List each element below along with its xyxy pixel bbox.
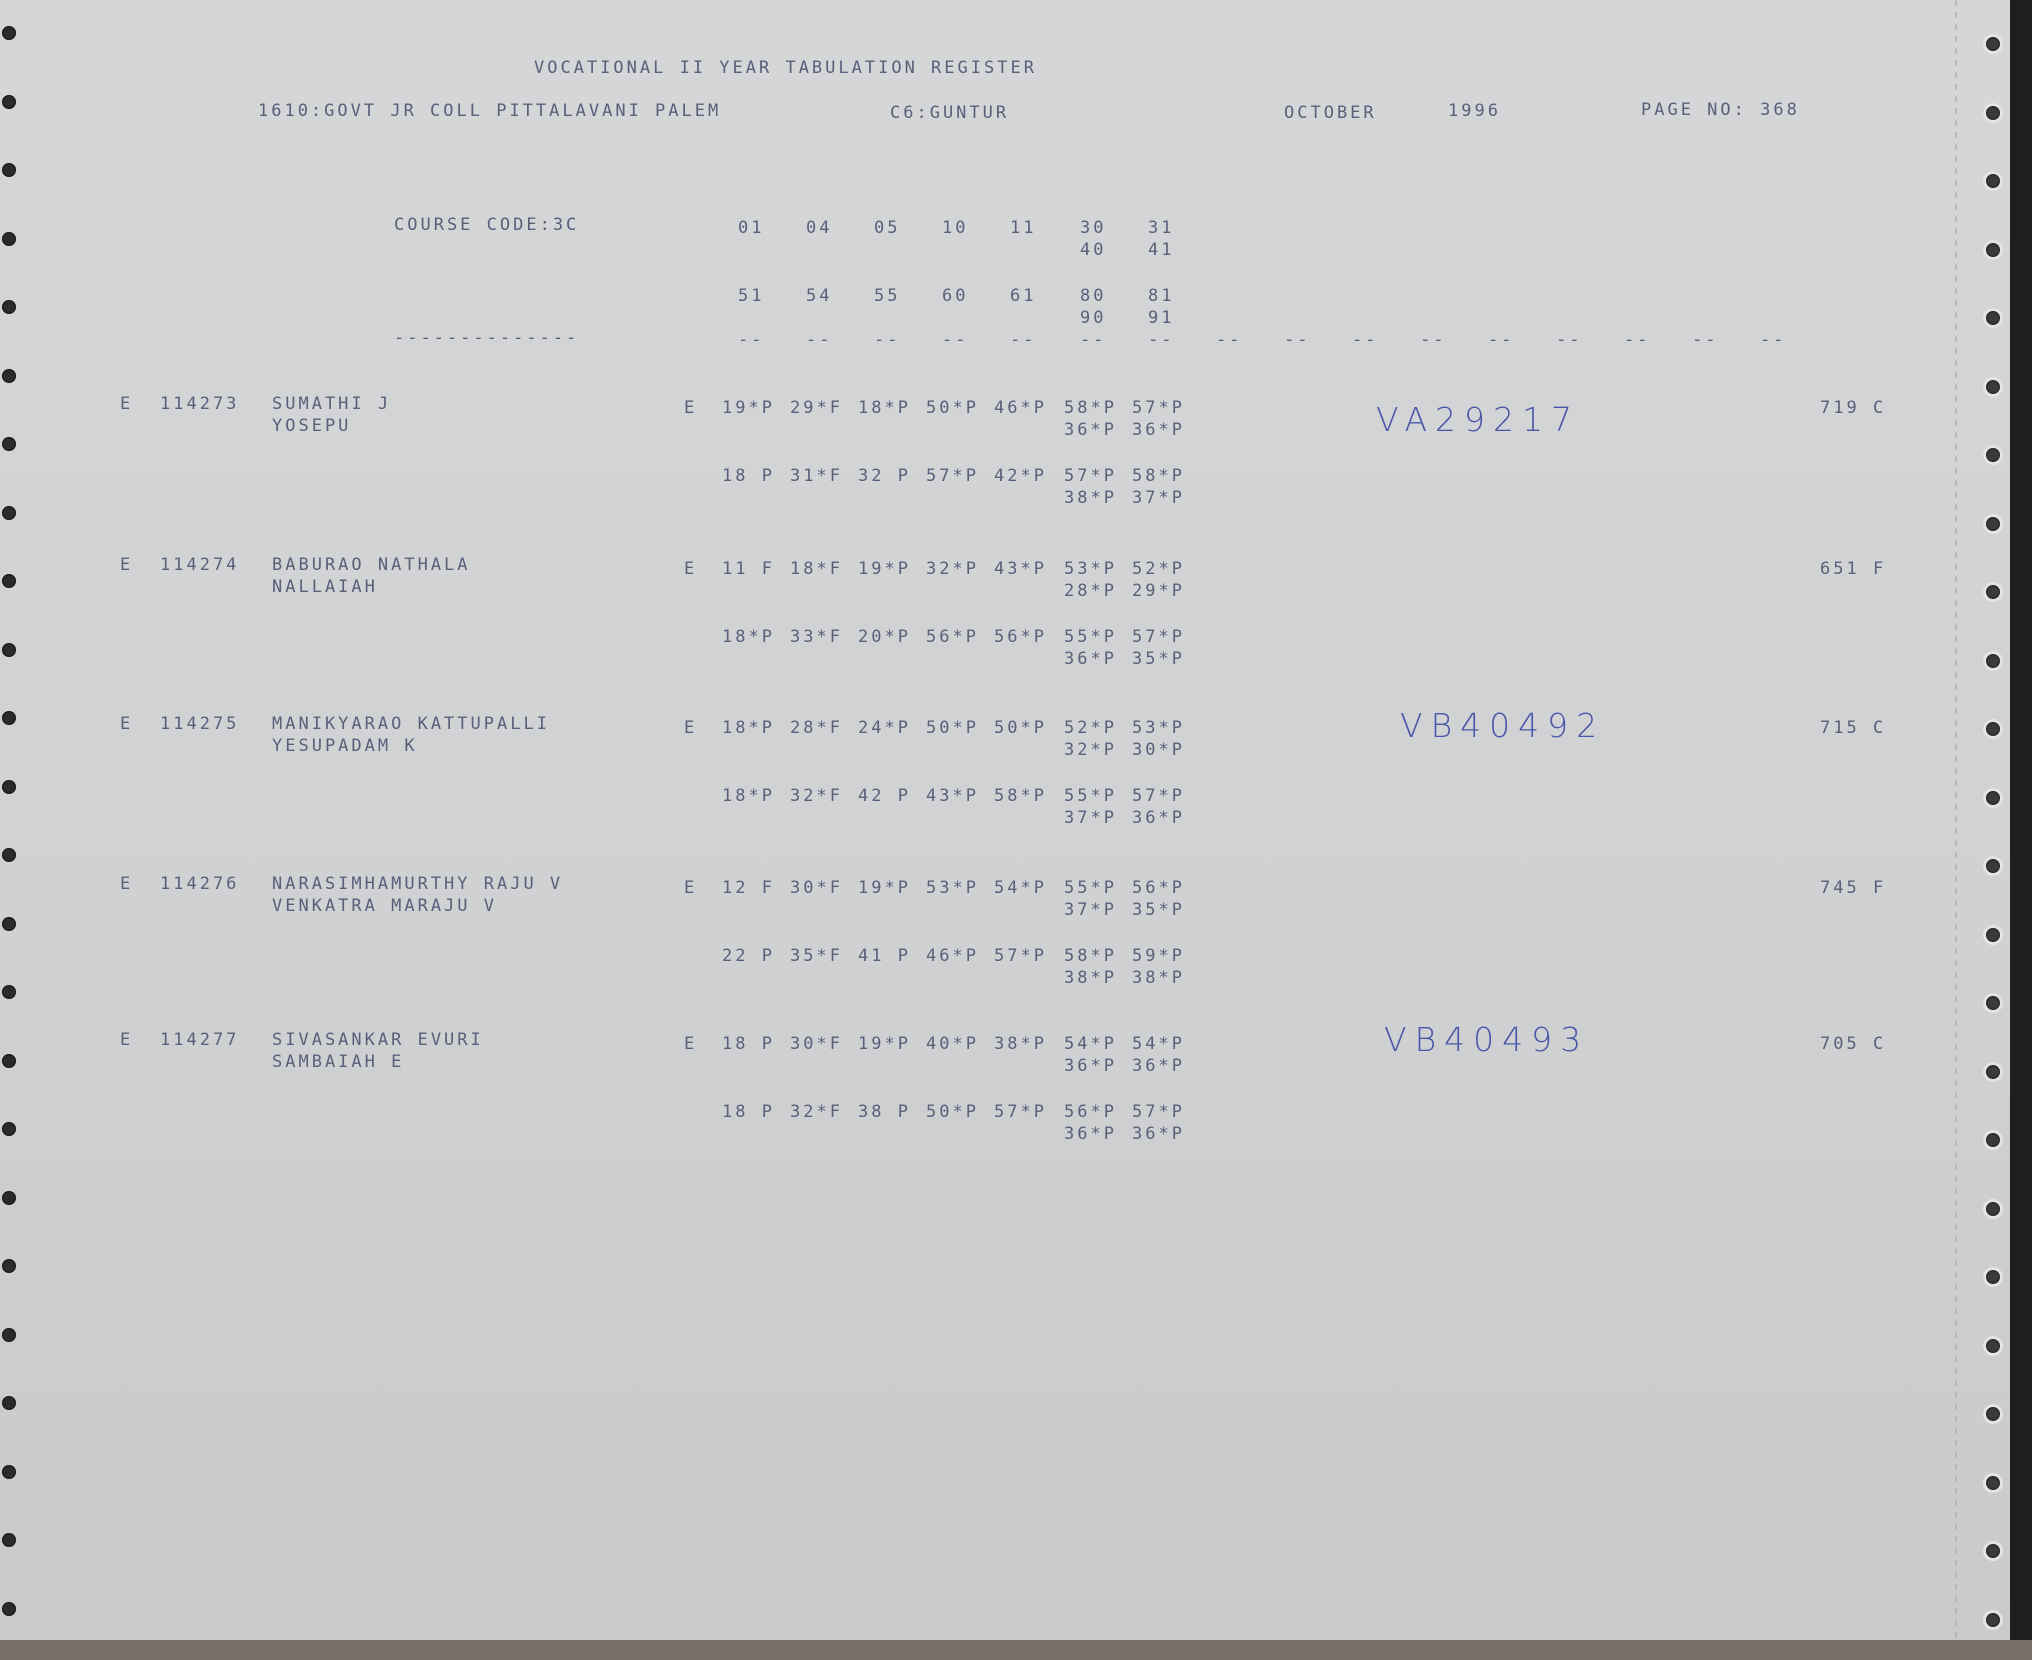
- tractor-hole: [1983, 1541, 2003, 1561]
- page-number: PAGE NO: 368: [1641, 100, 1800, 120]
- handwritten-note: VB40493: [1384, 1020, 1590, 1059]
- mark-cell: 31*F: [790, 466, 843, 486]
- mark-cell: 46*P: [994, 398, 1047, 418]
- tractor-hole: [1983, 856, 2003, 876]
- mark-cell: 38 P: [858, 1102, 911, 1122]
- mark-cell: 50*P: [994, 718, 1047, 738]
- subject-code: 51: [738, 286, 765, 306]
- mark-cell: 40*P: [926, 1034, 979, 1054]
- mark-cell: 32*F: [790, 786, 843, 806]
- mark-cell: 41 P: [858, 946, 911, 966]
- mark-cell: 18*P: [858, 398, 911, 418]
- mark-cell: 55*P: [1064, 627, 1117, 647]
- tractor-hole: [2, 1054, 16, 1068]
- column-dash: --: [806, 330, 833, 350]
- tractor-hole: [2, 1396, 16, 1410]
- tractor-hole: [1983, 240, 2003, 260]
- tractor-hole: [2, 300, 16, 314]
- tractor-hole: [1983, 1610, 2003, 1630]
- tractor-hole: [1983, 1404, 2003, 1424]
- scan-edge-right: [2010, 0, 2032, 1660]
- total-result: 745 F: [1820, 878, 1887, 898]
- scan-edge-bottom: [0, 1640, 2032, 1660]
- tractor-hole: [1983, 1062, 2003, 1082]
- college-name: 1610:GOVT JR COLL PITTALAVANI PALEM: [258, 101, 722, 121]
- student-name: BABURAO NATHALA: [272, 555, 471, 575]
- tractor-hole: [2, 711, 16, 725]
- column-dash: --: [1216, 330, 1243, 350]
- mark-cell: 29*P: [1132, 581, 1185, 601]
- tractor-holes-right: [1970, 0, 2010, 1660]
- subject-code: 55: [874, 286, 901, 306]
- mark-cell: 38*P: [994, 1034, 1047, 1054]
- mark-cell: 59*P: [1132, 946, 1185, 966]
- tractor-hole: [1983, 1473, 2003, 1493]
- handwritten-note: VB40492: [1400, 706, 1606, 745]
- mark-cell: 52*P: [1064, 718, 1117, 738]
- mark-cell: 56*P: [926, 627, 979, 647]
- exam-marker: E: [684, 718, 698, 738]
- mark-cell: 43*P: [994, 559, 1047, 579]
- mark-cell: 37*P: [1064, 900, 1117, 920]
- mark-cell: 32*P: [926, 559, 979, 579]
- mark-cell: 58*P: [1132, 466, 1185, 486]
- tractor-hole: [1983, 582, 2003, 602]
- mark-cell: 19*P: [858, 878, 911, 898]
- mark-cell: 54*P: [994, 878, 1047, 898]
- tractor-hole: [2, 1122, 16, 1136]
- mark-cell: 36*P: [1064, 420, 1117, 440]
- tractor-hole: [2, 917, 16, 931]
- tractor-hole: [1983, 1267, 2003, 1287]
- mark-cell: 36*P: [1064, 1124, 1117, 1144]
- mark-cell: 58*P: [994, 786, 1047, 806]
- subject-code: 30: [1080, 218, 1107, 238]
- status-flag: E: [120, 555, 134, 575]
- mark-cell: 37*P: [1064, 808, 1117, 828]
- mark-cell: 58*P: [1064, 398, 1117, 418]
- mark-cell: 54*P: [1064, 1034, 1117, 1054]
- tractor-hole: [1983, 1336, 2003, 1356]
- mark-cell: 53*P: [1132, 718, 1185, 738]
- roll-number: 114275: [160, 714, 240, 734]
- tractor-hole: [2, 1259, 16, 1273]
- mark-cell: 28*P: [1064, 581, 1117, 601]
- tractor-hole: [1983, 788, 2003, 808]
- tractor-hole: [1983, 651, 2003, 671]
- course-underline: --------------: [394, 328, 580, 348]
- mark-cell: 24*P: [858, 718, 911, 738]
- roll-number: 114276: [160, 874, 240, 894]
- student-name: SUMATHI J: [272, 394, 392, 414]
- exam-month: OCTOBER: [1284, 103, 1377, 123]
- tractor-hole: [1983, 1130, 2003, 1150]
- status-flag: E: [120, 1030, 134, 1050]
- total-result: 715 C: [1820, 718, 1887, 738]
- mark-cell: 32 P: [858, 466, 911, 486]
- tractor-hole: [1983, 993, 2003, 1013]
- tractor-hole: [1983, 308, 2003, 328]
- mark-cell: 38*P: [1132, 968, 1185, 988]
- roll-number: 114273: [160, 394, 240, 414]
- exam-year: 1996: [1448, 101, 1501, 121]
- mark-cell: 50*P: [926, 1102, 979, 1122]
- mark-cell: 56*P: [1132, 878, 1185, 898]
- mark-cell: 56*P: [1064, 1102, 1117, 1122]
- mark-cell: 18 P: [722, 1102, 775, 1122]
- mark-cell: 12 F: [722, 878, 775, 898]
- student-name: NARASIMHAMURTHY RAJU V: [272, 874, 564, 894]
- mark-cell: 57*P: [1064, 466, 1117, 486]
- mark-cell: 35*P: [1132, 649, 1185, 669]
- mark-cell: 19*P: [722, 398, 775, 418]
- parent-name: NALLAIAH: [272, 577, 378, 597]
- mark-cell: 32*F: [790, 1102, 843, 1122]
- mark-cell: 38*P: [1064, 968, 1117, 988]
- exam-marker: E: [684, 559, 698, 579]
- total-result: 651 F: [1820, 559, 1887, 579]
- mark-cell: 28*F: [790, 718, 843, 738]
- mark-cell: 57*P: [1132, 398, 1185, 418]
- mark-cell: 46*P: [926, 946, 979, 966]
- status-flag: E: [120, 714, 134, 734]
- tractor-hole: [1983, 719, 2003, 739]
- mark-cell: 42*P: [994, 466, 1047, 486]
- tractor-hole: [2, 1533, 16, 1547]
- column-dash: --: [1352, 330, 1379, 350]
- mark-cell: 57*P: [1132, 786, 1185, 806]
- mark-cell: 18*P: [722, 718, 775, 738]
- tractor-hole: [2, 1191, 16, 1205]
- tractor-hole: [2, 163, 16, 177]
- parent-name: YOSEPU: [272, 416, 352, 436]
- column-dash: --: [1760, 330, 1787, 350]
- mark-cell: 52*P: [1132, 559, 1185, 579]
- mark-cell: 29*F: [790, 398, 843, 418]
- exam-marker: E: [684, 1034, 698, 1054]
- parent-name: VENKATRA MARAJU V: [272, 896, 497, 916]
- tractor-hole: [2, 95, 16, 109]
- parent-name: SAMBAIAH E: [272, 1052, 405, 1072]
- mark-cell: 18 P: [722, 466, 775, 486]
- mark-cell: 36*P: [1064, 649, 1117, 669]
- mark-cell: 37*P: [1132, 488, 1185, 508]
- mark-cell: 30*F: [790, 1034, 843, 1054]
- mark-cell: 36*P: [1132, 1056, 1185, 1076]
- mark-cell: 30*P: [1132, 740, 1185, 760]
- subject-code: 01: [738, 218, 765, 238]
- mark-cell: 50*P: [926, 718, 979, 738]
- tractor-hole: [2, 848, 16, 862]
- status-flag: E: [120, 394, 134, 414]
- subject-code: 90: [1080, 308, 1107, 328]
- tractor-hole: [2, 1328, 16, 1342]
- subject-code: 04: [806, 218, 833, 238]
- student-name: SIVASANKAR EVURI: [272, 1030, 484, 1050]
- mark-cell: 11 F: [722, 559, 775, 579]
- mark-cell: 43*P: [926, 786, 979, 806]
- subject-code: 61: [1010, 286, 1037, 306]
- tractor-hole: [2, 1465, 16, 1479]
- tractor-hole: [2, 232, 16, 246]
- mark-cell: 18 P: [722, 1034, 775, 1054]
- mark-cell: 42 P: [858, 786, 911, 806]
- subject-code: 60: [942, 286, 969, 306]
- column-dash: --: [1010, 330, 1037, 350]
- column-dash: --: [942, 330, 969, 350]
- column-dash: --: [1284, 330, 1311, 350]
- subject-code: 31: [1148, 218, 1175, 238]
- mark-cell: 58*P: [1064, 946, 1117, 966]
- tractor-hole: [2, 985, 16, 999]
- tractor-holes-left: [0, 0, 40, 1660]
- subject-code: 40: [1080, 240, 1107, 260]
- mark-cell: 36*P: [1132, 420, 1185, 440]
- mark-cell: 55*P: [1064, 786, 1117, 806]
- roll-number: 114274: [160, 555, 240, 575]
- student-name: MANIKYARAO KATTUPALLI: [272, 714, 550, 734]
- column-dash: --: [1692, 330, 1719, 350]
- mark-cell: 36*P: [1132, 808, 1185, 828]
- mark-cell: 36*P: [1132, 1124, 1185, 1144]
- mark-cell: 50*P: [926, 398, 979, 418]
- tractor-hole: [2, 369, 16, 383]
- mark-cell: 22 P: [722, 946, 775, 966]
- mark-cell: 53*P: [926, 878, 979, 898]
- column-dash: --: [738, 330, 765, 350]
- mark-cell: 33*F: [790, 627, 843, 647]
- mark-cell: 18*P: [722, 786, 775, 806]
- mark-cell: 32*P: [1064, 740, 1117, 760]
- register-title: VOCATIONAL II YEAR TABULATION REGISTER: [534, 58, 1037, 78]
- mark-cell: 57*P: [994, 1102, 1047, 1122]
- exam-marker: E: [684, 398, 698, 418]
- mark-cell: 38*P: [1064, 488, 1117, 508]
- tractor-hole: [2, 437, 16, 451]
- mark-cell: 57*P: [926, 466, 979, 486]
- tractor-hole: [1983, 103, 2003, 123]
- tractor-hole: [2, 574, 16, 588]
- mark-cell: 35*P: [1132, 900, 1185, 920]
- district-code: C6:GUNTUR: [890, 103, 1010, 123]
- mark-cell: 20*P: [858, 627, 911, 647]
- tractor-hole: [2, 643, 16, 657]
- handwritten-note: VA29217: [1376, 400, 1581, 439]
- mark-cell: 36*P: [1064, 1056, 1117, 1076]
- mark-cell: 53*P: [1064, 559, 1117, 579]
- mark-cell: 35*F: [790, 946, 843, 966]
- parent-name: YESUPADAM K: [272, 736, 418, 756]
- total-result: 705 C: [1820, 1034, 1887, 1054]
- tractor-hole: [1983, 925, 2003, 945]
- column-dash: --: [1080, 330, 1107, 350]
- tractor-hole: [1983, 514, 2003, 534]
- mark-cell: 19*P: [858, 1034, 911, 1054]
- column-dash: --: [1420, 330, 1447, 350]
- subject-code: 54: [806, 286, 833, 306]
- subject-code: 81: [1148, 286, 1175, 306]
- course-code: COURSE CODE:3C: [394, 215, 580, 235]
- mark-cell: 18*F: [790, 559, 843, 579]
- subject-code: 10: [942, 218, 969, 238]
- tractor-hole: [2, 506, 16, 520]
- perforation-line: [1955, 0, 1957, 1640]
- subject-code: 80: [1080, 286, 1107, 306]
- column-dash: --: [1624, 330, 1651, 350]
- mark-cell: 30*F: [790, 878, 843, 898]
- tractor-hole: [1983, 171, 2003, 191]
- tractor-hole: [2, 780, 16, 794]
- subject-code: 91: [1148, 308, 1175, 328]
- subject-code: 05: [874, 218, 901, 238]
- tractor-hole: [1983, 377, 2003, 397]
- column-dash: --: [1556, 330, 1583, 350]
- subject-code: 11: [1010, 218, 1037, 238]
- mark-cell: 57*P: [1132, 627, 1185, 647]
- mark-cell: 55*P: [1064, 878, 1117, 898]
- tractor-hole: [1983, 1199, 2003, 1219]
- subject-code: 41: [1148, 240, 1175, 260]
- mark-cell: 57*P: [994, 946, 1047, 966]
- tractor-hole: [1983, 34, 2003, 54]
- mark-cell: 57*P: [1132, 1102, 1185, 1122]
- mark-cell: 18*P: [722, 627, 775, 647]
- column-dash: --: [1148, 330, 1175, 350]
- exam-marker: E: [684, 878, 698, 898]
- mark-cell: 54*P: [1132, 1034, 1185, 1054]
- total-result: 719 C: [1820, 398, 1887, 418]
- tractor-hole: [2, 1602, 16, 1616]
- tractor-hole: [1983, 445, 2003, 465]
- mark-cell: 19*P: [858, 559, 911, 579]
- mark-cell: 56*P: [994, 627, 1047, 647]
- roll-number: 114277: [160, 1030, 240, 1050]
- tractor-hole: [2, 26, 16, 40]
- status-flag: E: [120, 874, 134, 894]
- column-dash: --: [874, 330, 901, 350]
- column-dash: --: [1488, 330, 1515, 350]
